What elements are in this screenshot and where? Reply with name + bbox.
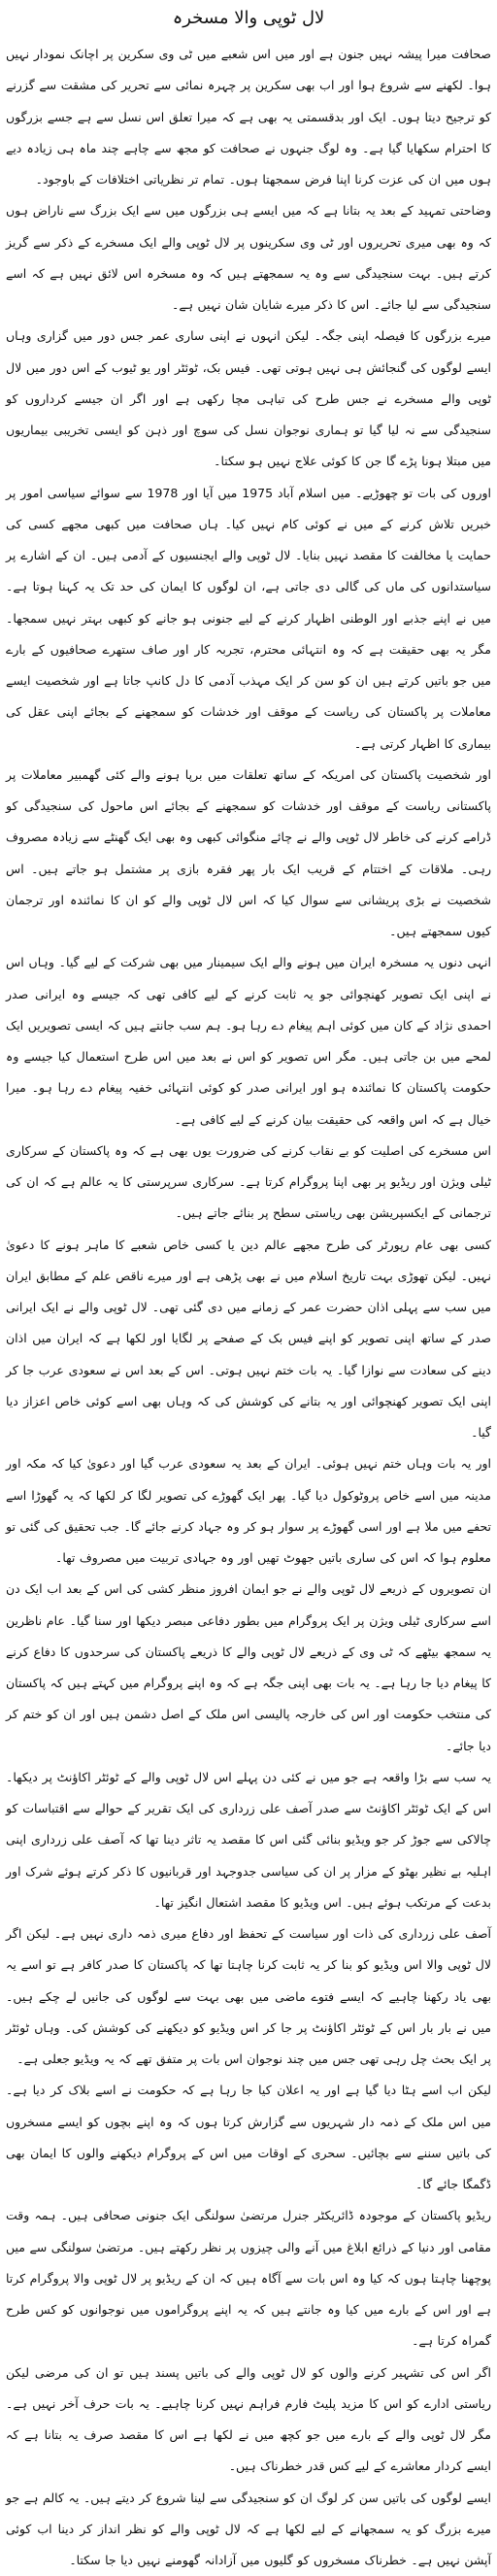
article-paragraph: آصف علی زرداری کی ذات اور سیاست کے تحفظ اور دفاع میری ذمہ داری نہیں ہے۔ لیکن اگر لال ٹوپی والا اس ویڈیو کو بنا کر یہ ثابت کرنا چاہتا تھا کہ پاکستان کا صدر کافر ہے تو اسے یہ بھی یاد رکھنا چاہیے کہ ایسے فتوے ماضی میں بھی بہت سے لوگوں کی جانیں لے چکے ہیں۔ میں نے بار بار اس کے ٹوئٹر اکاؤنٹ پر جا کر اس ویڈیو کو دیکھنے کی کوشش کی۔ وہاں ٹوئٹر پر ایک بحث چل رہی تھی جس میں چند نوجوان اس بات پر متفق تھے کہ یہ ویڈیو جعلی ہے۔ bbox=[6, 1918, 491, 2075]
article-paragraph: اور یہ بات وہاں ختم نہیں ہوئی۔ ایران کے بعد یہ سعودی عرب گیا اور دعویٰ کیا کہ مکہ اور مدینہ میں اسے خاص پروٹوکول دیا گیا۔ پھر ایک گھوڑے کی تصویر لگا کر لکھا کہ یہ گھوڑا اسے تحفے میں ملا ہے اور اسی گھوڑے پر سوار ہو کر وہ جہاد کرنے جائے گا۔ جب تحقیق کی گئی تو معلوم ہوا کہ اس کی ساری باتیں جھوٹ تھیں اور وہ جہادی تربیت میں مصروف تھا۔ bbox=[6, 1448, 491, 1574]
article-paragraph: ریڈیو پاکستان کے موجودہ ڈائریکٹر جنرل مرتضیٰ سولنگی ایک جنونی صحافی ہیں۔ ہمہ وقت مقامی اور دنیا کے ذرائع ابلاغ میں آنے والی چیزوں پر نظر رکھتے ہیں۔ مرتضیٰ سولنگی سے میں پوچھنا چاہتا ہوں کہ کیا وہ اس بات سے آگاہ ہیں کہ ان کے ریڈیو پر لال ٹوپی والا پروگرام کرتا ہے اور اس کے بارے میں کیا وہ جانتے ہیں کہ یہ اپنے پروگراموں میں نوجوانوں کو کس طرح گمراہ کرتا ہے۔ bbox=[6, 2200, 491, 2356]
article-paragraph: لیکن اب اسے ہٹا دیا گیا ہے اور یہ اعلان کیا جا رہا ہے کہ حکومت نے اسے بلاک کر دیا ہے۔ میں اس ملک کے ذمہ دار شہریوں سے گزارش کرتا ہوں کہ وہ اپنے بچوں کو ایسے مسخروں کی باتیں سننے سے بچائیں۔ سحری کے اوقات میں اس کے پروگرام دیکھنے والوں کا ایمان بھی ڈگمگا جائے گا۔ bbox=[6, 2075, 491, 2200]
article-paragraph: اور شخصیت پاکستان کی امریکہ کے ساتھ تعلقات میں برپا ہونے والے کئی گھمبیر معاملات پر پاکستانی ریاست کے موقف اور خدشات کو سمجھنے کے بجائے اس ماحول کی سنجیدگی کو ڈرامے کرنے کی خاطر لال ٹوپی والے نے چائے منگوائی کبھی وہ بھی ایک گھنٹے سے زیادہ مصروف رہی۔ ملاقات کے اختتام کے قریب ایک بار پھر فقرہ بازی پر مشتمل ہو جاتے ہیں۔ اس شخصیت نے بڑی پریشانی سے سوال کیا کہ اس لال ٹوپی والے کو ان کا نمائندہ اور ترجمان کیوں سمجھتے ہیں۔ bbox=[6, 760, 491, 948]
article-paragraph: ان تصویروں کے ذریعے لال ٹوپی والے نے جو ایمان افروز منظر کشی کی اس کے بعد اب ایک دن اسے سرکاری ٹیلی ویژن پر ایک پروگرام میں بطور دفاعی مبصر دیکھا اور سنا گیا۔ عام ناظرین یہ سمجھ بیٹھے کہ ٹی وی کے ذریعے لال ٹوپی والے کا ذریعے پاکستان کی سرحدوں کا دفاع کرنے کا پیغام دیا جا رہا ہے۔ یہ بات بھی اپنی جگہ ہے کہ وہ اپنے پروگرام میں کہتے ہیں کہ پاکستان کی منتخب حکومت اور اس کی خارجہ پالیسی اس ملک کے اصل دشمن ہیں اور ان کو ختم کر دیا جائے۔ bbox=[6, 1574, 491, 1762]
article-paragraph: اس مسخرے کی اصلیت کو بے نقاب کرنے کی ضرورت یوں بھی ہے کہ وہ پاکستان کے سرکاری ٹیلی ویژن اور ریڈیو پر بھی اپنا پروگرام کرتا ہے۔ سرکاری سرپرستی کا یہ عالم ہے کہ ان کی ترجمانی کے ایکسپریشن بھی ریاستی سطح پر بنائے جاتے ہیں۔ bbox=[6, 1135, 491, 1230]
article-paragraph: اگر اس کی تشہیر کرنے والوں کو لال ٹوپی والے کی باتیں پسند ہیں تو ان کی مرضی لیکن ریاستی ادارے کو اس کا مزید پلیٹ فارم فراہم نہیں کرنا چاہیے۔ یہ بات حرف آخر نہیں ہے۔ مگر لال ٹوپی والے کے بارے میں جو کچھ میں نے لکھا ہے اس کا مقصد صرف یہ بتانا ہے کہ ایسے کردار معاشرے کے لیے کس قدر خطرناک ہیں۔ bbox=[6, 2357, 491, 2483]
article-paragraph: صحافت میرا پیشہ نہیں جنون ہے اور میں اس شعبے میں ٹی وی سکرین پر اچانک نمودار نہیں ہوا۔ لکھنے سے شروع ہوا اور اب بھی سکرین پر چہرہ نمائی سے تحریر کی مشقت سے گزرنے کو ترجیح دیتا ہوں۔ ایک اور بدقسمتی یہ بھی ہے کہ میرا تعلق اس نسل سے ہے جسے بزرگوں کا احترام سکھایا گیا ہے۔ وہ لوگ جنہوں نے صحافت کو مجھ سے چاہے چند ماہ ہی زیادہ دیے ہوں میں ان کی عزت کرنا اپنا فرض سمجھتا ہوں۔ تمام تر نظریاتی اختلافات کے باوجود۔ bbox=[6, 39, 491, 195]
article-paragraph: ایسے لوگوں کی باتیں سن کر لوگ ان کو سنجیدگی سے لینا شروع کر دیتے ہیں۔ یہ کالم ہے جو میرے بزرگ کو یہ سمجھانے کے لیے لکھا ہے کہ لال ٹوپی والے کو نظر انداز کر دینا اب کوئی آپشن نہیں ہے۔ خطرناک مسخروں کو گلیوں میں آزادانہ گھومنے نہیں دیا جا سکتا۔ bbox=[6, 2483, 491, 2576]
article-title: لال ٹوپی والا مسخرہ bbox=[6, 6, 491, 31]
article-paragraph: اوروں کی بات تو چھوڑیے۔ میں اسلام آباد 1975 میں آیا اور 1978 سے سوائے سیاسی امور پر خبریں تلاش کرنے کے میں نے کوئی کام نہیں کیا۔ ہاں صحافت میں کبھی مجھے کسی کی حمایت یا مخالفت کا مقصد نہیں بنایا۔ لال ٹوپی والے ایجنسیوں کے آدمی ہیں۔ ان کے اشارے پر سیاستدانوں کی ماں کی گالی دی جاتی ہے، ان لوگوں کا ایمان کی حد تک یہ کہنا ہوتا ہے۔ میں نے اپنے جذبے اور الوطنی اظہار کرنے کے لیے جنونی ہو جانے کو کبھی بہتر نہیں سمجھا۔ مگر یہ بھی حقیقت ہے کہ وہ انتہائی محترم، تجربہ کار اور صاف ستھرے صحافیوں کے بارے میں جو باتیں کرتے ہیں ان کو سن کر ایک مہذب آدمی کا دل کانپ جاتا ہے اور شخصیت ایسے معاملات پر پاکستان کی ریاست کے موقف اور خدشات کو سمجھنے کے بجائے اپنی عقل کی بیماری کا اظہار کرتی ہے۔ bbox=[6, 478, 491, 760]
article-body bbox=[6, 39, 491, 2576]
article-paragraph: انہی دنوں یہ مسخرہ ایران میں ہونے والے ایک سیمینار میں بھی شرکت کے لیے گیا۔ وہاں اس نے اپنی ایک تصویر کھنچوائی جو یہ ثابت کرنے کے لیے کافی تھی کہ جیسے وہ ایرانی صدر احمدی نژاد کے کان میں کوئی اہم پیغام دے رہا ہو۔ ہم سب جانتے ہیں کہ ایسی تصویریں ایک لمحے میں بن جاتی ہیں۔ مگر اس تصویر کو اس نے بعد میں اس طرح استعمال کیا جیسے وہ حکومت پاکستان کا نمائندہ ہو اور ایرانی صدر کو کوئی انتہائی خفیہ پیغام دے رہا ہو۔ میرا خیال ہے کہ اس واقعہ کی حقیقت بیان کرنے کے لیے کافی ہے۔ bbox=[6, 947, 491, 1135]
article-paragraph: کسی بھی عام رپورٹر کی طرح مجھے عالم دین یا کسی خاص شعبے کا ماہر ہونے کا دعویٰ نہیں۔ لیکن تھوڑی بہت تاریخ اسلام میں نے بھی پڑھی ہے اور میرے ناقص علم کے مطابق ایران میں سب سے پہلی اذان حضرت عمر کے زمانے میں دی گئی تھی۔ لال ٹوپی والے نے ایک ایرانی صدر کے ساتھ اپنی تصویر کو اپنے فیس بک کے صفحے پر لگایا اور لکھا ہے کہ ایران میں اذان دینے کی سعادت سے نوازا گیا۔ یہ بات ختم نہیں ہوتی۔ اس کے بعد اس نے سعودی عرب جا کر اپنی ایک تصویر کھنچوائی اور یہ بتانے کی کوشش کی کہ وہاں بھی اسے کوئی خاص اعزاز دیا گیا۔ bbox=[6, 1230, 491, 1449]
article-paragraph: وضاحتی تمہید کے بعد یہ بتانا ہے کہ میں ایسے ہی بزرگوں میں سے ایک بزرگ سے ناراض ہوں کہ وہ بھی میری تحریروں اور ٹی وی سکرینوں پر لال ٹوپی والے ایک مسخرے کے ذکر سے گریز کرتے ہیں۔ بہت سنجیدگی سے وہ یہ سمجھتے ہیں کہ وہ مسخرہ اس لائق نہیں ہے کہ اسے سنجیدگی سے لیا جائے۔ اس کا ذکر میرے شایان شان نہیں ہے۔ bbox=[6, 195, 491, 321]
article-paragraph: یہ سب سے بڑا واقعہ ہے جو میں نے کئی دن پہلے اس لال ٹوپی والے کے ٹوئٹر اکاؤنٹ پر دیکھا۔ اس کے ایک ٹوئٹر اکاؤنٹ سے صدر آصف علی زرداری کی ایک تقریر کے حوالے سے اقتباسات کو چالاکی سے جوڑ کر جو ویڈیو بنائی گئی اس کا مقصد یہ تاثر دینا تھا کہ آصف علی زرداری اپنی اہلیہ بے نظیر بھٹو کے مزار پر ان کی سیاسی جدوجہد اور قربانیوں کا ذکر کرتے ہوئے شرک اور بدعت کے مرتکب ہوئے ہیں۔ اس ویڈیو کا مقصد اشتعال انگیز تھا۔ bbox=[6, 1762, 491, 1918]
article-paragraph: میرے بزرگوں کا فیصلہ اپنی جگہ۔ لیکن انہوں نے اپنی ساری عمر جس دور میں گزاری وہاں ایسے لوگوں کی گنجائش ہی نہیں ہوتی تھی۔ فیس بک، ٹوئٹر اور یو ٹیوب کے اس دور میں لال ٹوپی والے مسخرے نے جس طرح کی تباہی مچا رکھی ہے اور اگر ان جیسے کرداروں کو سنجیدگی سے نہ لیا گیا تو ہماری نوجوان نسل کی سوچ اور ذہن کو ایسی تخریبی بیماریوں میں مبتلا ہونا پڑے گا جن کا کوئی علاج نہیں ہو سکتا۔ bbox=[6, 321, 491, 477]
